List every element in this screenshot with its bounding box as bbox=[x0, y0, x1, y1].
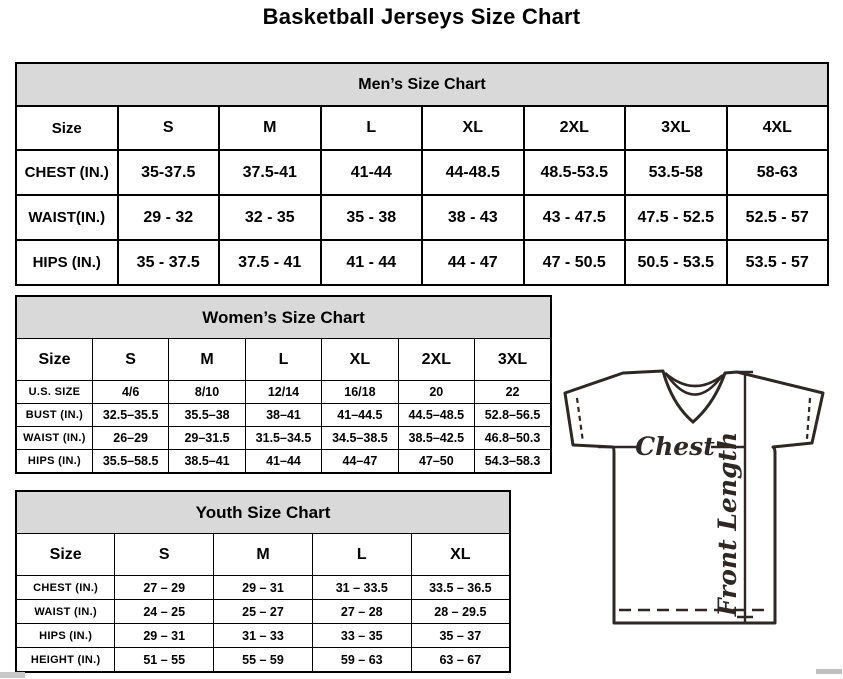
women-data-cell: 35.5–58.5 bbox=[92, 450, 168, 474]
women-col-header-l: L bbox=[245, 339, 321, 381]
women-data-cell: 38.5–42.5 bbox=[398, 427, 474, 450]
women-row-label: BUST (IN.) bbox=[16, 404, 92, 427]
horizontal-scrollbar-right[interactable] bbox=[816, 669, 842, 674]
youth-data-cell: 27 – 28 bbox=[312, 600, 411, 624]
women-col-header-3xl: 3XL bbox=[475, 339, 551, 381]
youth-col-header-xl: XL bbox=[411, 534, 510, 576]
men-col-header-3xl: 3XL bbox=[625, 106, 727, 150]
women-data-cell: 26–29 bbox=[92, 427, 168, 450]
mens-size-chart-table bbox=[15, 62, 829, 275]
women-data-cell: 41–44 bbox=[245, 450, 321, 474]
youth-size-chart-table bbox=[15, 490, 511, 668]
women-col-header-s: S bbox=[92, 339, 168, 381]
youth-size-header: Size bbox=[16, 534, 115, 576]
youth-table bbox=[15, 490, 511, 673]
men-data-cell: 32 - 35 bbox=[219, 195, 321, 240]
men-data-cell: 29 - 32 bbox=[118, 195, 220, 240]
youth-data-cell: 55 – 59 bbox=[214, 648, 313, 673]
women-data-cell: 38–41 bbox=[245, 404, 321, 427]
men-row-label: CHEST (IN.) bbox=[16, 150, 118, 195]
women-row-label: HIPS (IN.) bbox=[16, 450, 92, 474]
youth-data-cell: 63 – 67 bbox=[411, 648, 510, 673]
front-length-label: Front Length bbox=[713, 431, 742, 617]
youth-row-label: WAIST (IN.) bbox=[16, 600, 115, 624]
women-col-header-xl: XL bbox=[322, 339, 398, 381]
youth-data-cell: 29 – 31 bbox=[214, 576, 313, 600]
womens-size-chart-table bbox=[15, 295, 552, 469]
right-cuff-dashed-seam bbox=[807, 398, 810, 439]
men-data-cell: 41 - 44 bbox=[321, 240, 423, 285]
women-data-cell: 16/18 bbox=[322, 381, 398, 404]
youth-data-cell: 33 – 35 bbox=[312, 624, 411, 648]
youth-data-cell: 31 – 33 bbox=[214, 624, 313, 648]
youth-data-cell: 27 – 29 bbox=[115, 576, 214, 600]
men-col-header-xl: XL bbox=[422, 106, 524, 150]
women-table bbox=[15, 295, 552, 474]
youth-row-label: CHEST (IN.) bbox=[16, 576, 115, 600]
men-row-label: WAIST(IN.) bbox=[16, 195, 118, 240]
youth-row-label: HEIGHT (IN.) bbox=[16, 648, 115, 673]
men-data-cell: 35-37.5 bbox=[118, 150, 220, 195]
men-col-header-l: L bbox=[321, 106, 423, 150]
youth-data-cell: 59 – 63 bbox=[312, 648, 411, 673]
women-data-cell: 29–31.5 bbox=[169, 427, 245, 450]
men-data-cell: 41-44 bbox=[321, 150, 423, 195]
men-col-header-4xl: 4XL bbox=[727, 106, 829, 150]
women-data-cell: 38.5–41 bbox=[169, 450, 245, 474]
youth-data-cell: 51 – 55 bbox=[115, 648, 214, 673]
men-data-cell: 44 - 47 bbox=[422, 240, 524, 285]
youth-data-cell: 35 – 37 bbox=[411, 624, 510, 648]
men-chart-header: Men’s Size Chart bbox=[16, 63, 828, 106]
men-data-cell: 37.5 - 41 bbox=[219, 240, 321, 285]
women-data-cell: 4/6 bbox=[92, 381, 168, 404]
youth-data-cell: 28 – 29.5 bbox=[411, 600, 510, 624]
women-data-cell: 35.5–38 bbox=[169, 404, 245, 427]
men-table bbox=[15, 62, 829, 286]
men-data-cell: 35 - 37.5 bbox=[118, 240, 220, 285]
youth-col-header-m: M bbox=[214, 534, 313, 576]
men-col-header-2xl: 2XL bbox=[524, 106, 626, 150]
men-data-cell: 43 - 47.5 bbox=[524, 195, 626, 240]
women-data-cell: 20 bbox=[398, 381, 474, 404]
men-data-cell: 44-48.5 bbox=[422, 150, 524, 195]
men-data-cell: 35 - 38 bbox=[321, 195, 423, 240]
women-data-cell: 32.5–35.5 bbox=[92, 404, 168, 427]
women-row-label: U.S. SIZE bbox=[16, 381, 92, 404]
men-row-label: HIPS (IN.) bbox=[16, 240, 118, 285]
men-data-cell: 48.5-53.5 bbox=[524, 150, 626, 195]
women-col-header-2xl: 2XL bbox=[398, 339, 474, 381]
jersey-measurement-diagram bbox=[556, 356, 840, 642]
women-data-cell: 44.5–48.5 bbox=[398, 404, 474, 427]
men-data-cell: 47.5 - 52.5 bbox=[625, 195, 727, 240]
men-data-cell: 38 - 43 bbox=[422, 195, 524, 240]
women-data-cell: 54.3–58.3 bbox=[475, 450, 551, 474]
youth-chart-header: Youth Size Chart bbox=[16, 491, 510, 534]
horizontal-scrollbar-left[interactable] bbox=[0, 672, 25, 678]
youth-data-cell: 25 – 27 bbox=[214, 600, 313, 624]
women-row-label: WAIST (IN.) bbox=[16, 427, 92, 450]
men-data-cell: 58-63 bbox=[727, 150, 829, 195]
page-title: Basketball Jerseys Size Chart bbox=[262, 4, 581, 29]
chest-label: Chest bbox=[635, 432, 715, 461]
women-col-header-m: M bbox=[169, 339, 245, 381]
men-size-header: Size bbox=[16, 106, 118, 150]
women-data-cell: 34.5–38.5 bbox=[322, 427, 398, 450]
youth-data-cell: 33.5 – 36.5 bbox=[411, 576, 510, 600]
youth-data-cell: 24 – 25 bbox=[115, 600, 214, 624]
men-data-cell: 37.5-41 bbox=[219, 150, 321, 195]
youth-data-cell: 31 – 33.5 bbox=[312, 576, 411, 600]
men-col-header-s: S bbox=[118, 106, 220, 150]
women-data-cell: 46.8–50.3 bbox=[475, 427, 551, 450]
youth-col-header-l: L bbox=[312, 534, 411, 576]
jersey-outline bbox=[565, 371, 823, 623]
men-col-header-m: M bbox=[219, 106, 321, 150]
women-data-cell: 22 bbox=[475, 381, 551, 404]
youth-col-header-s: S bbox=[115, 534, 214, 576]
women-data-cell: 44–47 bbox=[322, 450, 398, 474]
women-data-cell: 52.8–56.5 bbox=[475, 404, 551, 427]
women-data-cell: 31.5–34.5 bbox=[245, 427, 321, 450]
men-data-cell: 52.5 - 57 bbox=[727, 195, 829, 240]
women-chart-header: Women’s Size Chart bbox=[16, 296, 551, 339]
men-data-cell: 53.5-58 bbox=[625, 150, 727, 195]
women-data-cell: 12/14 bbox=[245, 381, 321, 404]
youth-row-label: HIPS (IN.) bbox=[16, 624, 115, 648]
left-cuff-dashed-seam bbox=[577, 398, 583, 442]
women-data-cell: 8/10 bbox=[169, 381, 245, 404]
women-data-cell: 41–44.5 bbox=[322, 404, 398, 427]
men-data-cell: 53.5 - 57 bbox=[727, 240, 829, 285]
women-size-header: Size bbox=[16, 339, 92, 381]
women-data-cell: 47–50 bbox=[398, 450, 474, 474]
men-data-cell: 50.5 - 53.5 bbox=[625, 240, 727, 285]
youth-data-cell: 29 – 31 bbox=[115, 624, 214, 648]
men-data-cell: 47 - 50.5 bbox=[524, 240, 626, 285]
